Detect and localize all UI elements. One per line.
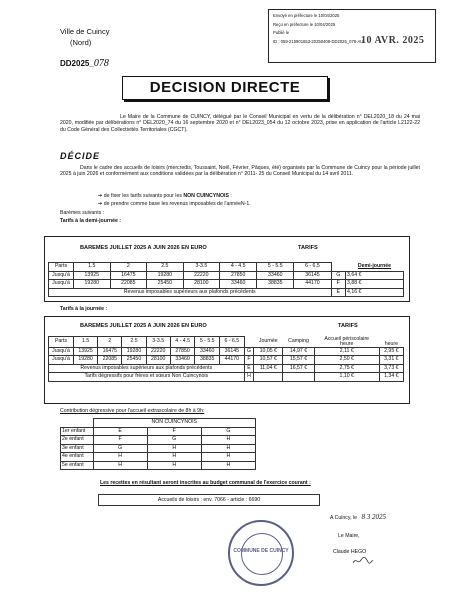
prefecture-stamp — [268, 9, 436, 63]
table-row: Parts 1.5 2 2.5 3-3.5 4 - 4.5 5 - 5.5 6 - 6.5 Journée Camping Accueil périscolaire heure heure — [49, 337, 404, 348]
seal-emblem-icon — [241, 533, 283, 575]
degressive-heading: Contribution dégressive pour l'accueil extrascolaire de 8h à 9h: — [60, 408, 205, 414]
stamp-sent: Envoyé en préfecture le 10/04/2025 — [273, 13, 340, 18]
full-day-heading: Tarifs à la journée : — [60, 306, 108, 312]
budget-line: Accueils de loisirs : env. 7066 - article : 6690 — [98, 494, 320, 506]
baremes-label: Barèmes suivants : — [60, 210, 105, 216]
stamp-received: Reçu en préfecture le 10/04/2025 — [273, 21, 336, 27]
table-row: 1er enfant E F G — [61, 427, 256, 436]
table-row: 3e enfant G H H — [61, 444, 256, 453]
table-row: Jusqu'à 13925 16475 19280 22220 27850 33460 36145 G 10,05 € 14,97 € 2,11 € 2,95 € — [49, 347, 404, 356]
table-row: Jusqu'à 19280 22085 25450 28100 33460 38835 44170 F 3,88 € — [49, 280, 404, 289]
signature-role: Le Maire, — [338, 533, 360, 539]
half-day-table — [48, 262, 404, 297]
full-day-tarifs-title: TARIFS — [338, 323, 358, 329]
reference-prefix: DD2025_ — [60, 59, 94, 68]
town-department: (Nord) — [70, 38, 92, 47]
decide-paragraph: Dans le cadre des accueils de loisirs (mercredis, Toussaint, Noël, Février, Pâques, été) organisés par la Commune de Cuincy pour la période juillet 2025 à juin 2026 et conformément aux conditions validées par la délibération n° 2011- 25 du Conseil Municipal du 14 avril 2011. — [60, 165, 420, 178]
full-day-table — [48, 336, 404, 382]
signature-place: A Cuincy, le 8 3 2025 — [330, 513, 386, 521]
page-title: DECISION DIRECTE — [122, 76, 328, 100]
degressive-table — [60, 418, 256, 470]
bullet-arrow-icon: ➔ — [98, 201, 104, 207]
town-name: Ville de Cuincy — [60, 27, 110, 36]
stamp-handwritten-date: 10 AVR. 2025 — [361, 35, 425, 46]
seal-text: COMMUNE DE CUINCY — [233, 548, 289, 554]
half-day-heading: Tarifs à la demi-journée : — [60, 218, 122, 224]
table-row: Jusqu'à 19280 22085 25450 28100 33460 38835 44170 F 10,57 € 15,57 € 2,50 € 3,31 € — [49, 356, 404, 365]
table-row: Jusqu'à 13925 16475 19280 22220 27850 33460 36145 G 3,64 € — [49, 271, 404, 280]
stamp-published: Publié le — [273, 30, 290, 36]
table-row: Revenus imposables supérieurs aux plafonds précédents E 4,16 € — [49, 288, 404, 297]
signature-scribble-icon — [352, 556, 374, 566]
commune-seal — [228, 520, 294, 586]
half-day-tarifs-title: TARIFS — [298, 245, 318, 251]
half-day-title: BAREMES JUILLET 2025 A JUIN 2026 EN EURO — [80, 245, 207, 251]
table-row: Tarifs dégressifs pour frères et sœurs Non Cuincynois H 1,10 € 1,34 € — [49, 373, 404, 382]
decision-reference — [60, 58, 109, 69]
full-day-title: BAREMES JUILLET 2025 A JUIN 2026 EN EURO — [80, 323, 207, 329]
budget-text: Les recettes en résultant seront inscrites au budget communal de l'exercice courant : — [100, 480, 311, 486]
signature-date: 8 3 2025 — [361, 513, 386, 521]
table-row: Parts 1.5 2 2.5 3-3.5 4 - 4.5 5 - 5.5 6 - 6.5 Demi-journée — [49, 263, 404, 272]
bullet-arrow-icon: ➔ — [98, 193, 104, 199]
table-row: 4e enfant H H H — [61, 453, 256, 462]
table-row: 2e enfant F G H — [61, 436, 256, 445]
intro-paragraph: Le Maire de la Commune de CUINCY, délégué par le Conseil Municipal en vertu de la délibération n° DEL2020_18 du 24 mai 2020, modifiée par délibérations n° DEL2020_74 du 16 septembre 2020 et n° DEL2023_054 du 12 octobre 2023, prise en application de l'article L2122-22 du Code Général des Collectivités Territoriales (CGCT). — [60, 114, 420, 133]
stamp-id: ID : 059-215901653-20250408-DD2025_078-AU — [273, 38, 364, 44]
table-row: NON CUINCYNOIS — [61, 419, 256, 428]
bullet-fix-tariffs: ➔ de fixer les tarifs suivants pour les NON CUINCYNOIS : — [98, 193, 232, 199]
reference-number: 078 — [93, 58, 109, 69]
table-row: Revenus imposables supérieurs aux plafonds précédents E 11,04 € 16,57 € 2,75 € 3,73 € — [49, 364, 404, 373]
town-header — [60, 26, 109, 48]
table-row: 5e enfant H H H — [61, 461, 256, 470]
decide-heading: DÉCIDE — [60, 151, 101, 161]
bullet-income-base: ➔ de prendre comme base les revenus imposables de l'annéeN-1. — [98, 201, 251, 207]
signature-name: Claude HEGO — [333, 549, 367, 555]
